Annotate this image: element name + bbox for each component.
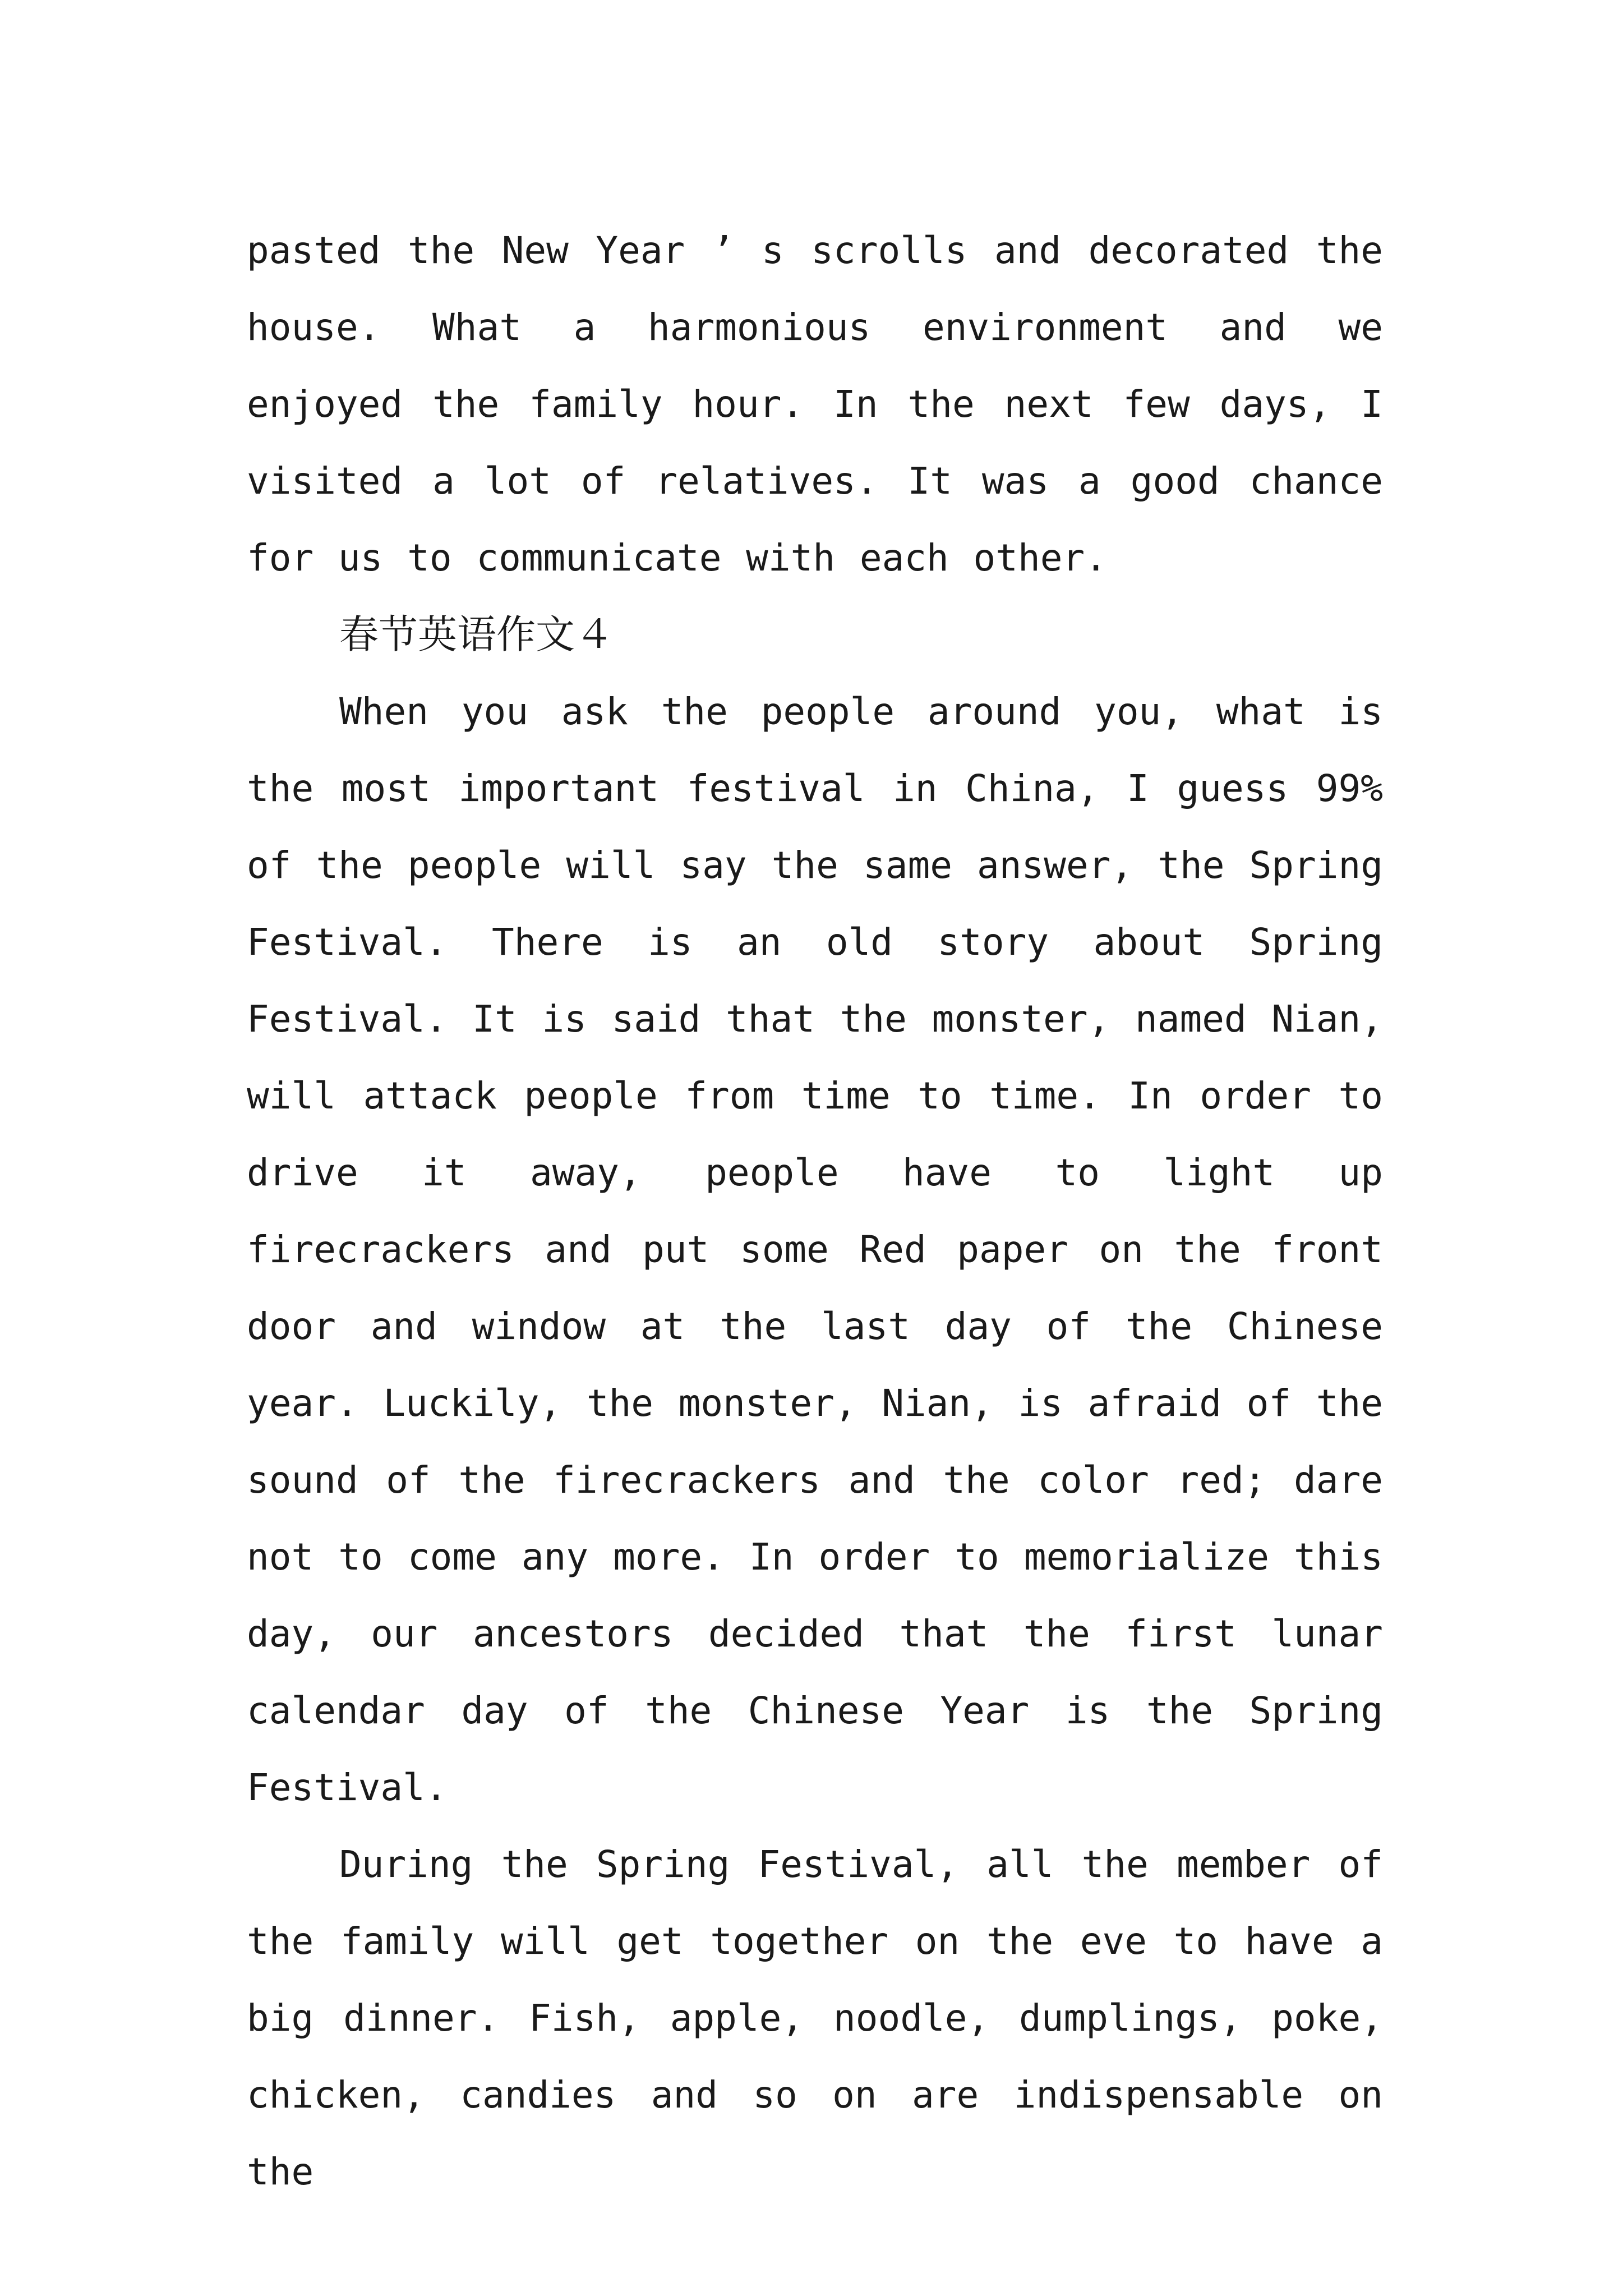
document-body <box>247 212 1383 2210</box>
essay-paragraph-2: During the Spring Festival, all the member of the family will get together on the eve to have a big dinner. Fish, apple, noodle, dumplings, poke, chicken, candies and so on are indispensable on the <box>247 1843 1383 2193</box>
section-heading: 春节英语作文４ <box>339 611 614 657</box>
continued-paragraph: pasted the New Year ’ s scrolls and decorated the house. What a harmonious environment and we enjoyed the family hour. In the next few days, I visited a lot of relatives. It was a good chance for us to communicate with each other. <box>247 229 1383 579</box>
essay-paragraph-1: When you ask the people around you, what is the most important festival in China, I guess 99% of the people will say the same answer, the Spring Festival. There is an old story about Spring Festival. It is said that the monster, named Nian, will attack people from time to time. In order to drive it away, people have to light up firecrackers and put some Red paper on the front door and window at the last day of the Chinese year. Luckily, the monster, Nian, is afraid of the sound of the firecrackers and the color red; dare not to come any more. In order to memorialize this day, our ancestors decided that the first lunar calendar day of the Chinese Year is the Spring Festival. <box>247 690 1383 1809</box>
